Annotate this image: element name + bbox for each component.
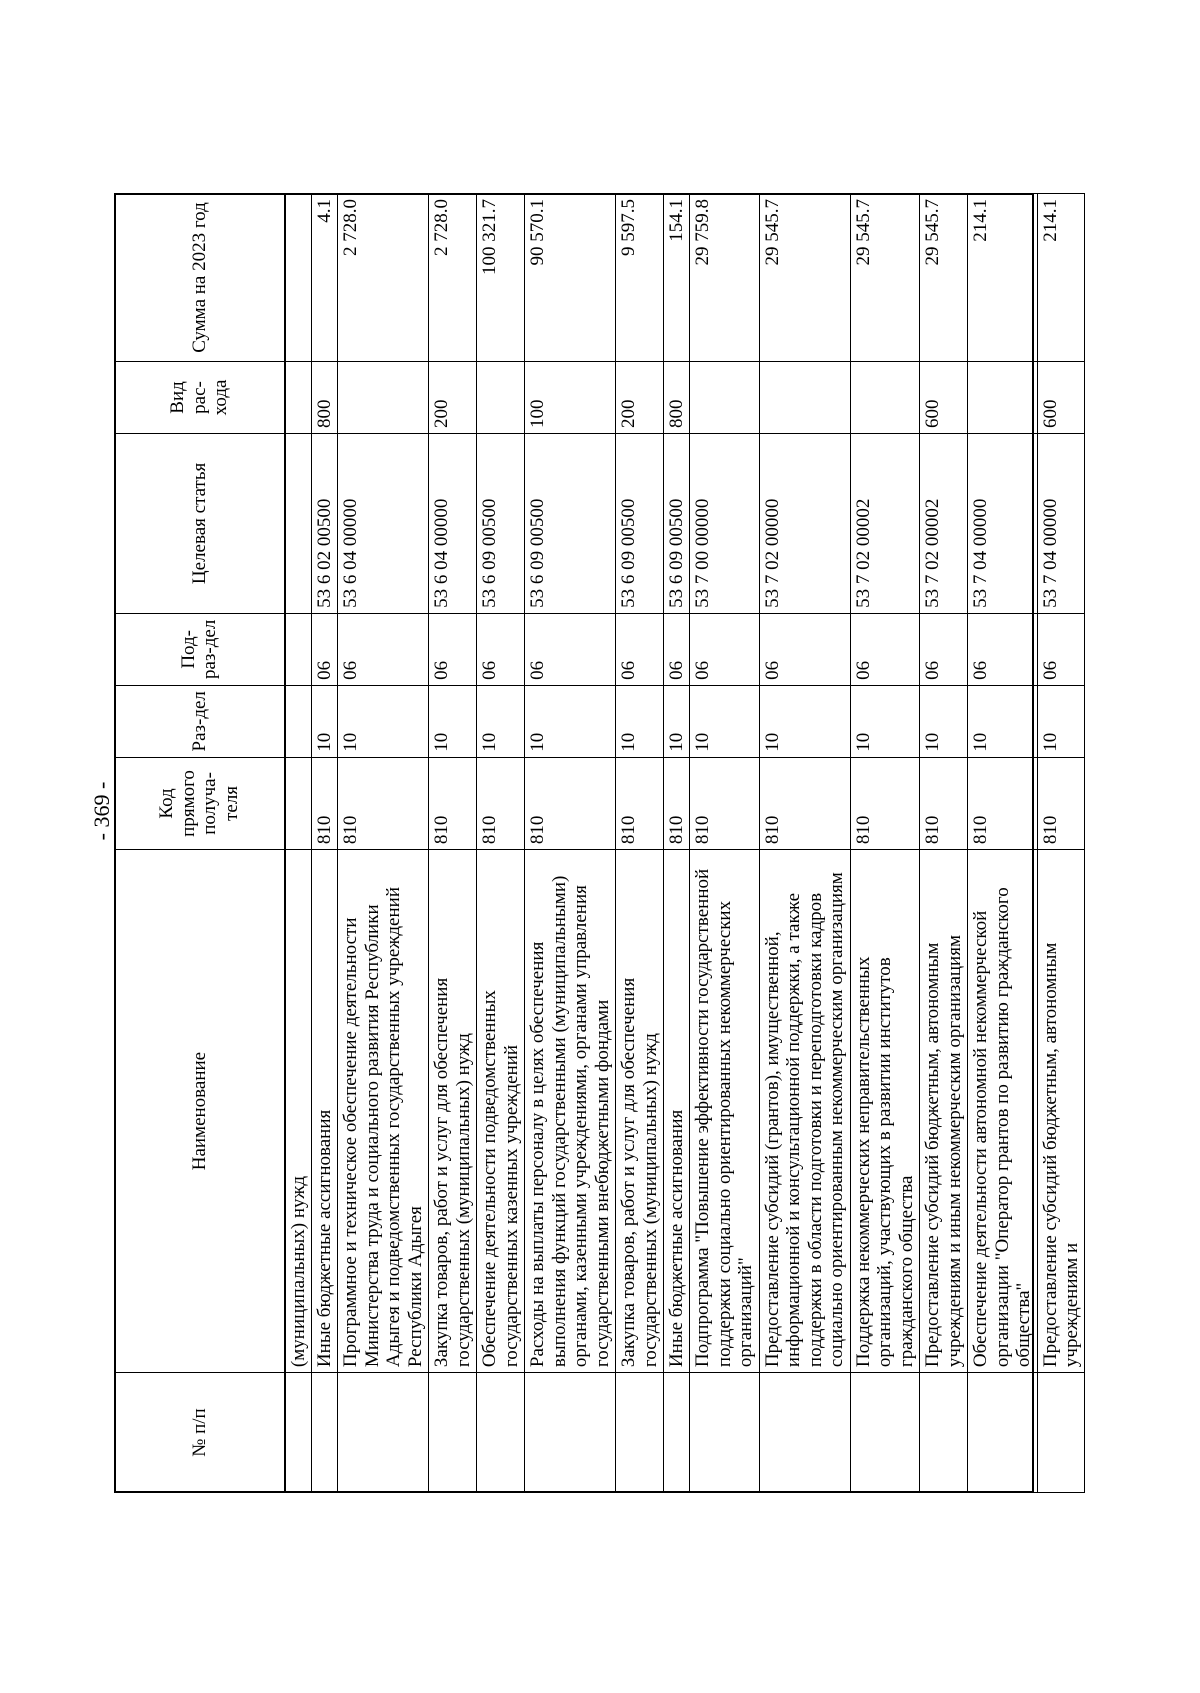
table-row: [968, 194, 1037, 1493]
cell-subsection: 06: [616, 613, 664, 685]
table-row: [759, 194, 850, 1493]
cell-target: 53 6 09 00500: [477, 433, 525, 613]
table-row: [616, 194, 664, 1493]
cell-target: 53 6 04 00000: [338, 433, 429, 613]
cell-num: [429, 1373, 477, 1493]
header-num: № п/п: [115, 1373, 285, 1493]
cell-name: Предоставление субсидий (грантов), имущественной, информационной и консультационной поддержки, а также поддержки в области подготовки и переподготовки кадров социально ориентированным некоммерческим организациям: [759, 850, 850, 1373]
cell-subsection: 06: [1037, 613, 1085, 685]
cell-sum: [285, 194, 312, 362]
cell-section: 10: [664, 685, 690, 757]
cell-kind: [850, 362, 919, 434]
cell-sum: 29 545.7: [850, 194, 919, 362]
cell-section: 10: [968, 685, 1037, 757]
table-row: [690, 194, 759, 1493]
cell-target: [285, 433, 312, 613]
cell-name: (муниципальных) нужд: [285, 850, 312, 1373]
cell-section: 10: [920, 685, 968, 757]
cell-subsection: 06: [690, 613, 759, 685]
cell-subsection: 06: [525, 613, 616, 685]
cell-code: 810: [525, 757, 616, 849]
cell-sum: 90 570.1: [525, 194, 616, 362]
cell-name: Поддержка некоммерческих неправительственных организаций, участвующих в развитии институтов гражданского общества: [850, 850, 919, 1373]
cell-name: Закупка товаров, работ и услуг для обеспечения государственных (муниципальных) нужд: [616, 850, 664, 1373]
cell-subsection: 06: [968, 613, 1037, 685]
cell-sum: 29 759.8: [690, 194, 759, 362]
cell-subsection: [285, 613, 312, 685]
cell-section: 10: [690, 685, 759, 757]
header-name: Наименование: [115, 850, 285, 1373]
table-row: [920, 194, 968, 1493]
cell-code: 810: [850, 757, 919, 849]
header-target: Целевая статья: [115, 433, 285, 613]
cell-name: Иные бюджетные ассигнования: [664, 850, 690, 1373]
cell-sum: 154.1: [664, 194, 690, 362]
cell-kind: 200: [429, 362, 477, 434]
table-row: [850, 194, 919, 1493]
cell-section: 10: [850, 685, 919, 757]
cell-num: [525, 1373, 616, 1493]
cell-section: 10: [759, 685, 850, 757]
cell-num: [968, 1373, 1037, 1493]
cell-sum: 9 597.5: [616, 194, 664, 362]
cell-sum: 29 545.7: [759, 194, 850, 362]
cell-sum: 2 728.0: [429, 194, 477, 362]
cell-code: 810: [338, 757, 429, 849]
cell-sum: 4.1: [311, 194, 337, 362]
cell-num: [477, 1373, 525, 1493]
cell-target: 53 6 04 00000: [429, 433, 477, 613]
cell-num: [664, 1373, 690, 1493]
cell-kind: 800: [311, 362, 337, 434]
cell-name: Подпрограмма "Повышение эффективности государственной поддержки социально ориентированных некоммерческих организаций": [690, 850, 759, 1373]
cell-num: [616, 1373, 664, 1493]
table-row: [338, 194, 429, 1493]
cell-kind: [759, 362, 850, 434]
cell-code: 810: [477, 757, 525, 849]
cell-code: 810: [920, 757, 968, 849]
cell-code: 810: [616, 757, 664, 849]
table-row: [477, 194, 525, 1493]
cell-kind: 800: [664, 362, 690, 434]
cell-target: 53 7 04 00000: [1037, 433, 1085, 613]
cell-subsection: 06: [311, 613, 337, 685]
cell-kind: [477, 362, 525, 434]
cell-target: 53 6 09 00500: [664, 433, 690, 613]
cell-sum: 29 545.7: [920, 194, 968, 362]
cell-name: Иные бюджетные ассигнования: [311, 850, 337, 1373]
cell-section: 10: [616, 685, 664, 757]
cell-num: [338, 1373, 429, 1493]
cell-subsection: 06: [338, 613, 429, 685]
cell-num: [850, 1373, 919, 1493]
cell-num: [920, 1373, 968, 1493]
cell-kind: 600: [1037, 362, 1085, 434]
table-header-row: [115, 194, 285, 1493]
table-body: [285, 194, 1085, 1493]
table-row: [311, 194, 337, 1493]
budget-table: [114, 193, 1085, 1493]
cell-code: 810: [759, 757, 850, 849]
cell-sum: 214.1: [968, 194, 1037, 362]
table-row: [525, 194, 616, 1493]
cell-num: [759, 1373, 850, 1493]
header-subsection: Под-раз-дел: [115, 613, 285, 685]
cell-target: 53 7 04 00000: [968, 433, 1037, 613]
cell-kind: [285, 362, 312, 434]
cell-name: Предоставление субсидий бюджетным, автономным учреждениям и: [1037, 850, 1085, 1373]
cell-target: 53 6 02 00500: [311, 433, 337, 613]
cell-kind: [338, 362, 429, 434]
cell-name: Расходы на выплаты персоналу в целях обеспечения выполнения функций государственными (муниципальными) органами, казенными учреждениями, органами управления государственными внебюджетными фондами: [525, 850, 616, 1373]
cell-kind: 100: [525, 362, 616, 434]
cell-num: [690, 1373, 759, 1493]
cell-kind: 200: [616, 362, 664, 434]
cell-code: 810: [690, 757, 759, 849]
cell-target: 53 6 09 00500: [616, 433, 664, 613]
cell-kind: [690, 362, 759, 434]
cell-target: 53 7 00 00000: [690, 433, 759, 613]
cell-code: 810: [664, 757, 690, 849]
cell-code: 810: [429, 757, 477, 849]
cell-section: 10: [477, 685, 525, 757]
table-row: [664, 194, 690, 1493]
cell-num: [285, 1373, 312, 1493]
cell-sum: 2 728.0: [338, 194, 429, 362]
cell-code: 810: [311, 757, 337, 849]
cell-target: 53 7 02 00000: [759, 433, 850, 613]
table-row: [1037, 194, 1085, 1493]
cell-subsection: 06: [759, 613, 850, 685]
cell-subsection: 06: [664, 613, 690, 685]
cell-section: 10: [429, 685, 477, 757]
cell-code: [285, 757, 312, 849]
cell-section: 10: [338, 685, 429, 757]
cell-subsection: 06: [429, 613, 477, 685]
cell-name: Закупка товаров, работ и услуг для обеспечения государственных (муниципальных) нужд: [429, 850, 477, 1373]
cell-code: 810: [1037, 757, 1085, 849]
cell-num: [311, 1373, 337, 1493]
table-row: [285, 194, 312, 1493]
header-kind: Вид рас-хода: [115, 362, 285, 434]
cell-section: 10: [1037, 685, 1085, 757]
cell-subsection: 06: [477, 613, 525, 685]
header-section: Раз-дел: [115, 685, 285, 757]
cell-target: 53 6 09 00500: [525, 433, 616, 613]
table-row: [429, 194, 477, 1493]
cell-sum: 214.1: [1037, 194, 1085, 362]
rotated-page-content: [114, 193, 1082, 1493]
cell-name: Обеспечение деятельности автономной некоммерческой организации "Оператор грантов по развитию гражданского общества": [968, 850, 1037, 1373]
cell-kind: 600: [920, 362, 968, 434]
cell-section: 10: [311, 685, 337, 757]
cell-name: Обеспечение деятельности подведомственных государственных казенных учреждений: [477, 850, 525, 1373]
cell-section: 10: [525, 685, 616, 757]
cell-section: [285, 685, 312, 757]
cell-sum: 100 321.7: [477, 194, 525, 362]
header-sum: Сумма на 2023 год: [115, 194, 285, 362]
page-number: - 369 -: [89, 781, 114, 841]
cell-code: 810: [968, 757, 1037, 849]
cell-subsection: 06: [920, 613, 968, 685]
header-code: Код прямого получа-теля: [115, 757, 285, 849]
cell-name: Программное и техническое обеспечение деятельности Министерства труда и социального развития Республики Адыгея и подведомственных государственных учреждений Республики Адыгея: [338, 850, 429, 1373]
cell-target: 53 7 02 00002: [920, 433, 968, 613]
cell-target: 53 7 02 00002: [850, 433, 919, 613]
cell-subsection: 06: [850, 613, 919, 685]
cell-num: [1037, 1373, 1085, 1493]
cell-name: Предоставление субсидий бюджетным, автономным учреждениям и иным некоммерческим организациям: [920, 850, 968, 1373]
cell-kind: [968, 362, 1037, 434]
